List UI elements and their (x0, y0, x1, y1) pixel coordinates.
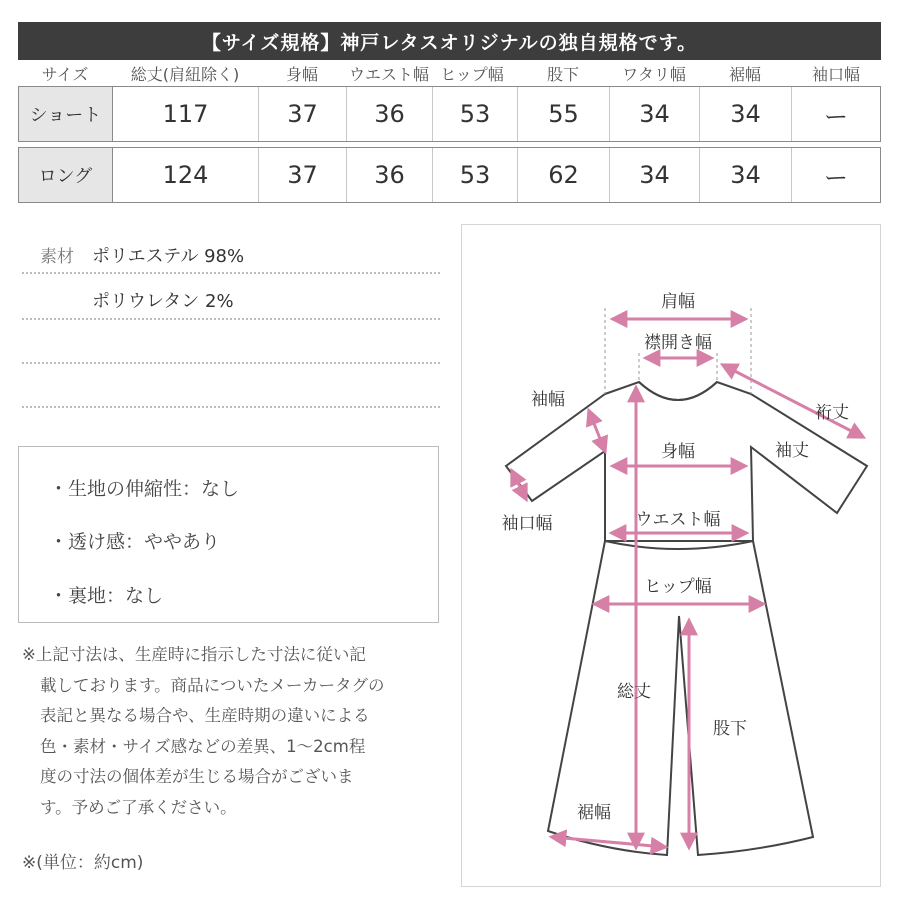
table-cell: ー (824, 163, 848, 192)
header-inseam: 股下 (546, 65, 579, 84)
material-line-2: ポリウレタン 2% (92, 291, 234, 312)
table-cell: 34 (610, 148, 700, 202)
table-cell: 34 (610, 87, 700, 141)
inseam-label: 股下 (713, 719, 747, 739)
waist-label: ウエスト幅 (635, 510, 721, 530)
dotted-divider (22, 272, 440, 274)
note-line: 載しております。商品についたメーカータグの (40, 675, 385, 695)
header-hem: 裾幅 (728, 65, 761, 84)
table-cell: 37 (259, 87, 347, 141)
measurement-diagram (461, 224, 881, 887)
table-cell: 53 (433, 87, 518, 141)
fabric-properties-box (18, 446, 439, 623)
header-body-width: 身幅 (285, 65, 318, 84)
row-size-label: ショート (19, 87, 113, 141)
table-cell: 124 (113, 148, 259, 202)
table-row (18, 147, 881, 203)
note-line: 度の寸法の個体差が生じる場合がございま (40, 767, 354, 786)
note-line: す。予めご了承ください。 (40, 797, 237, 817)
material-line-1: ポリエステル 98% (92, 246, 245, 267)
header-hip: ヒップ幅 (440, 65, 504, 84)
row-size-label: ロング (19, 148, 113, 202)
note-line: ※上記寸法は、生産時に指示した寸法に従い記 (22, 645, 366, 664)
table-cell: 37 (259, 148, 347, 202)
table-cell: 36 (347, 148, 433, 202)
jumpsuit-diagram-svg (462, 225, 882, 888)
table-cell: 53 (433, 148, 518, 202)
body-width-label: 身幅 (661, 442, 695, 462)
table-cell: 36 (347, 87, 433, 141)
total-length-label: 総丈 (617, 682, 651, 702)
material-label: 素材 (40, 247, 74, 267)
stretch-property: ・生地の伸縮性：なし (49, 478, 240, 500)
table-cell: 55 (518, 87, 610, 141)
sleeve-length-label: 袖丈 (775, 441, 809, 461)
table-row (18, 86, 881, 142)
table-cell: 34 (700, 87, 792, 141)
cuff-label: 袖口幅 (501, 514, 553, 534)
table-cell: ー (824, 102, 848, 131)
shoulder-label: 肩幅 (661, 292, 695, 312)
header-total-length: 総丈(肩紐除く) (130, 65, 240, 84)
yuki-label: 裄丈 (815, 403, 849, 423)
hem-label: 裾幅 (577, 803, 611, 823)
header-cuff: 袖口幅 (811, 65, 860, 84)
table-cell: 62 (518, 148, 610, 202)
header-waist: ウエスト幅 (348, 65, 429, 84)
size-spec-banner: 【サイズ規格】神戸レタスオリジナルの独自規格です。 (18, 22, 881, 60)
table-cell: 34 (700, 148, 792, 202)
measurement-note (22, 640, 442, 823)
hip-label: ヒップ幅 (644, 577, 712, 597)
sheerness-property: ・透け感：ややあり (49, 531, 221, 553)
dotted-divider (22, 362, 440, 364)
dotted-divider (22, 406, 440, 408)
note-line: 色・素材・サイズ感などの差異、1～2cm程 (40, 736, 366, 756)
header-thigh: ワタリ幅 (622, 65, 686, 84)
note-line: 表記と異なる場合や、生産時期の違いによる (40, 706, 370, 725)
header-size: サイズ (41, 65, 89, 84)
unit-note: ※(単位：約cm) (22, 853, 144, 873)
sleeve-width-label: 袖幅 (531, 390, 565, 410)
dotted-divider (22, 318, 440, 320)
table-cell: 117 (113, 87, 259, 141)
lining-property: ・裏地：なし (49, 585, 164, 607)
neck-label: 襟開き幅 (644, 333, 712, 353)
